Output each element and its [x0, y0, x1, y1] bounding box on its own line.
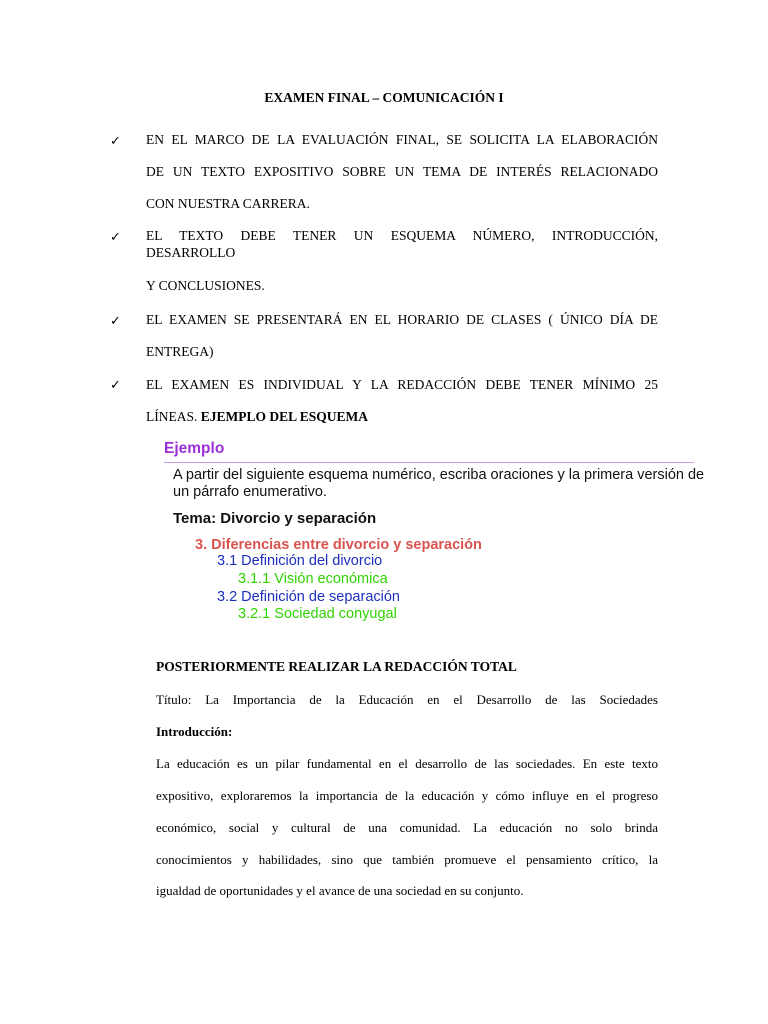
bullet-4-lineas-text: LÍNEAS.: [146, 409, 198, 424]
bullet-1-line-2: DE UN TEXTO EXPOSITIVO SOBRE UN TEMA DE INTERÉS RELACIONADO: [146, 164, 658, 179]
intro-label: Introducción:: [156, 724, 233, 739]
example-section-3: 3. Diferencias entre divorcio y separación: [195, 537, 482, 553]
example-item-3-2: 3.2 Definición de separación: [217, 589, 400, 605]
intro-line-1: La educación es un pilar fundamental en el desarrollo de las sociedades. En este texto: [156, 756, 658, 771]
essay-subheading: POSTERIORMENTE REALIZAR LA REDACCIÓN TOTAL: [156, 659, 517, 674]
bullet-1-line-3: CON NUESTRA CARRERA.: [146, 196, 310, 211]
bullet-1-line-1: EN EL MARCO DE LA EVALUACIÓN FINAL, SE SOLICITA LA ELABORACIÓN: [146, 132, 658, 147]
checkmark-icon: ✓: [110, 229, 121, 244]
bullet-2-line-3: Y CONCLUSIONES.: [146, 278, 265, 293]
example-divider: [164, 462, 694, 463]
example-item-3-2-1: 3.2.1 Sociedad conyugal: [238, 606, 397, 622]
example-instruction-line-1: A partir del siguiente esquema numérico, escriba oraciones y la primera versión de: [173, 467, 705, 483]
bullet-3-line-1: EL EXAMEN SE PRESENTARÁ EN EL HORARIO DE CLASES ( ÚNICO DÍA DE: [146, 312, 658, 327]
intro-line-4: conocimientos y habilidades, sino que también promueve el pensamiento crítico, la: [156, 852, 658, 867]
example-heading: Ejemplo: [164, 440, 225, 457]
checkmark-icon: ✓: [110, 133, 121, 148]
checkmark-icon: ✓: [110, 377, 121, 392]
intro-line-3: económico, social y cultural de una comunidad. La educación no solo brinda: [156, 820, 658, 835]
bullet-4-line-1: EL EXAMEN ES INDIVIDUAL Y LA REDACCIÓN DEBE TENER MÍNIMO 25: [146, 377, 658, 392]
intro-line-2: expositivo, exploraremos la importancia de la educación y cómo influye en el progreso: [156, 788, 658, 803]
checkmark-icon: ✓: [110, 313, 121, 328]
bullet-3-line-2: ENTREGA): [146, 344, 214, 359]
intro-line-5: igualdad de oportunidades y el avance de una sociedad en su conjunto.: [156, 883, 524, 898]
essay-title-line: Título: La Importancia de la Educación en el Desarrollo de las Sociedades: [156, 692, 658, 707]
example-item-3-1: 3.1 Definición del divorcio: [217, 553, 383, 569]
example-instruction-line-2: un párrafo enumerativo.: [173, 484, 327, 500]
document-title: EXAMEN FINAL – COMUNICACIÓN I: [264, 90, 504, 105]
bullet-2-line-1: EL TEXTO DEBE TENER UN ESQUEMA NÚMERO, INTRODUCCIÓN,: [146, 228, 658, 243]
example-schema-label: EJEMPLO DEL ESQUEMA: [200, 409, 369, 424]
example-item-3-1-1: 3.1.1 Visión económica: [238, 571, 388, 587]
example-topic: Tema: Divorcio y separación: [173, 510, 377, 527]
bullet-2-line-2: DESARROLLO: [146, 245, 236, 260]
bullet-4-line-2: [146, 409, 658, 425]
